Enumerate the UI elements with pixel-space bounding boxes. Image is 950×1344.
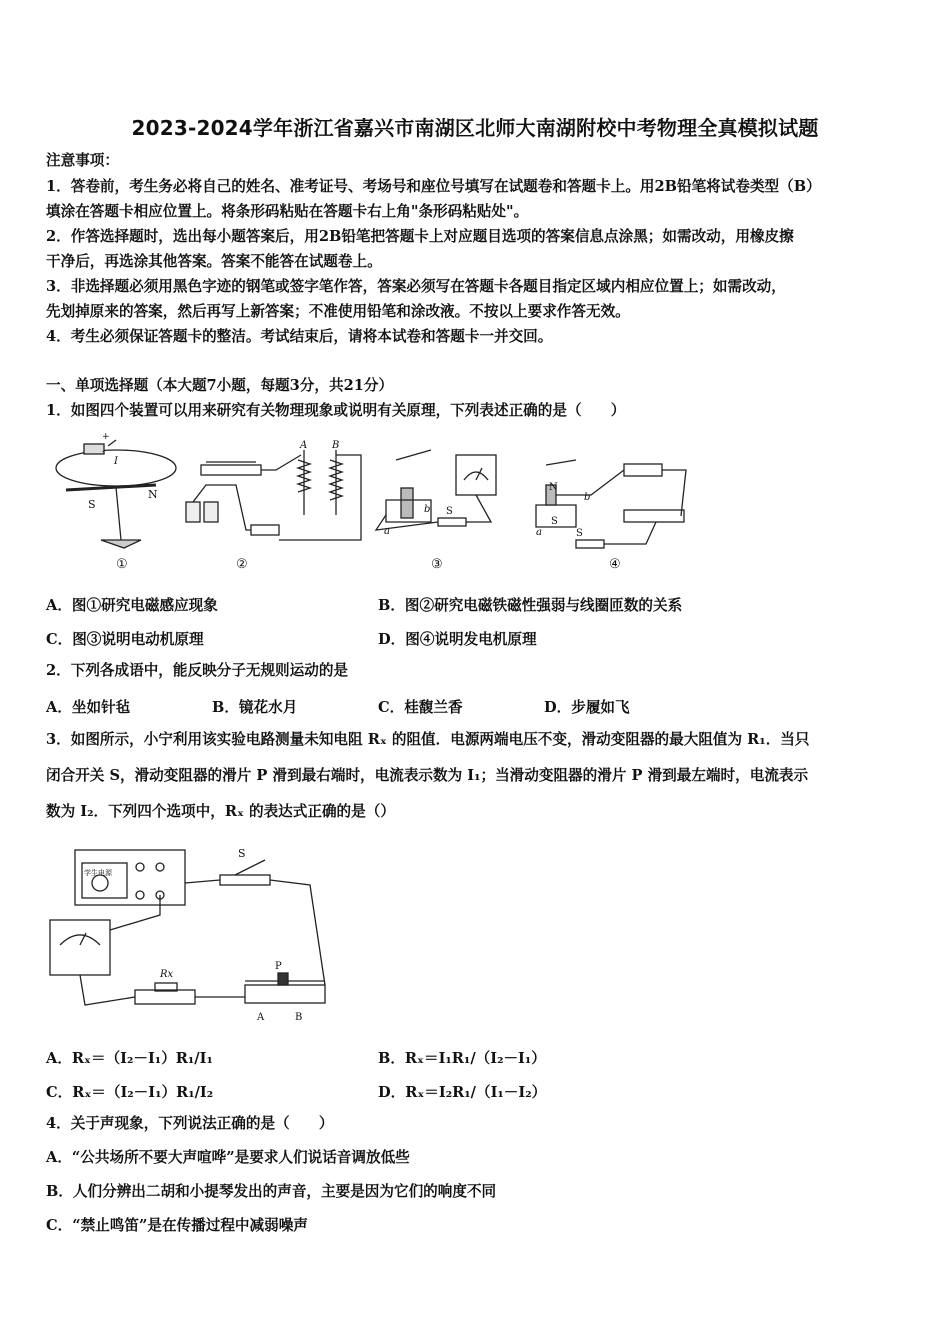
q1-option-c: C．图③说明电动机原理 <box>46 631 204 648</box>
fig4-s2-label: S <box>576 528 583 539</box>
fig4-number: ④ <box>609 557 621 572</box>
q3-stem-line-3: 数为 I₂．下列四个选项中，Rₓ 的表达式正确的是（） <box>46 803 395 820</box>
fig3-b-label: b <box>424 504 431 515</box>
notice-line: 填涂在答题卡相应位置上。将条形码粘贴在答题卡右上角"条形码粘贴处"。 <box>46 203 529 220</box>
fig1-number: ① <box>116 557 128 572</box>
notice-line: 3．非选择题必须用黑色字迹的钢笔或签字笔作答，答案必须写在答题卡各题目指定区域内相应位置上；如需改动， <box>46 278 786 295</box>
q1-option-b: B．图②研究电磁铁磁性强弱与线圈匝数的关系 <box>378 597 683 614</box>
q3-option-a: A．Rₓ＝（I₂－I₁）R₁/I₁ <box>46 1050 213 1067</box>
q2-option-c: C．桂馥兰香 <box>378 699 463 716</box>
notice-line: 1．答卷前，考生务必将自己的姓名、准考证号、考场号和座位号填写在试题卷和答题卡上。用2B铅笔将试卷类型（B） <box>46 178 821 195</box>
fig1-minus: - <box>102 447 106 457</box>
fig3-s-label: S <box>446 506 453 517</box>
q1-stem: 1．如图四个装置可以用来研究有关物理现象或说明有关原理，下列表述正确的是（ ） <box>46 402 626 419</box>
a-label: A <box>257 1012 265 1023</box>
notice-line: 2．作答选择题时，选出每小题答案后，用2B铅笔把答题卡上对应题目选项的答案信息点涂黑；如需改动，用橡皮擦 <box>46 228 794 245</box>
notice-line: 4．考生必须保证答题卡的整洁。考试结束后，请将本试卷和答题卡一并交回。 <box>46 328 553 345</box>
section-heading: 一、单项选择题（本大题7小题，每题3分，共21分） <box>46 377 394 394</box>
page-title: 2023-2024学年浙江省嘉兴市南湖区北师大南湖附校中考物理全真模拟试题 <box>131 116 819 140</box>
fig3-number: ③ <box>431 557 443 572</box>
rx-label: Rx <box>160 969 174 980</box>
ammeter <box>50 920 110 975</box>
q3-stem-line-1: 3．如图所示，小宁利用该实验电路测量未知电阻 Rₓ 的阻值．电源两端电压不变，滑动变阻器的最大阻值为 R₁．当只 <box>46 731 810 748</box>
q1-figures <box>46 432 696 575</box>
q4-option-a: A．“公共场所不要大声喧哗”是要求人们说话音调放低些 <box>46 1149 410 1166</box>
q4-option-b: B．人们分辨出二胡和小提琴发出的声音，主要是因为它们的响度不同 <box>46 1183 497 1200</box>
fig1-plus: + <box>102 432 110 442</box>
q2-stem: 2．下列各成语中，能反映分子无规则运动的是 <box>46 662 349 679</box>
fig4-b-label: b <box>584 492 591 503</box>
notice-heading: 注意事项： <box>46 152 119 169</box>
figure-2-electromagnets <box>186 440 361 572</box>
q2-option-a: A．坐如针毡 <box>46 699 131 716</box>
p-label: P <box>275 961 282 972</box>
switch-label: S <box>238 847 246 860</box>
power-supply-box <box>75 850 185 905</box>
figure-3-magnet <box>376 450 496 572</box>
notice-line: 干净后，再选涂其他答案。答案不能答在试题卷上。 <box>46 253 382 270</box>
b-label: B <box>295 1012 303 1023</box>
q4-stem: 4．关于声现象，下列说法正确的是（ ） <box>46 1115 334 1132</box>
notice-line: 先划掉原来的答案，然后再写上新答案；不准使用铅笔和涂改液。不按以上要求作答无效。 <box>46 303 630 320</box>
q3-circuit-figure <box>40 845 340 1025</box>
q1-option-d: D．图④说明发电机原理 <box>378 631 537 648</box>
fig1-i-label: I <box>114 456 118 467</box>
fig4-n-label: N <box>549 482 558 493</box>
fig2-b-label: B <box>332 440 340 451</box>
fig2-number: ② <box>236 557 248 572</box>
q3-option-d: D．Rₓ＝I₂R₁/（I₁－I₂） <box>378 1084 547 1101</box>
figure-4-motor <box>536 460 686 572</box>
figure-1-oersted <box>56 432 176 572</box>
q3-stem-line-2: 闭合开关 S，滑动变阻器的滑片 P 滑到最右端时，电流表示数为 I₁；当滑动变阻器的滑片 P 滑到最左端时，电流表示 <box>46 767 809 784</box>
q3-option-b: B．Rₓ＝I₁R₁/（I₂－I₁） <box>378 1050 546 1067</box>
fig1-n-label: N <box>148 488 158 501</box>
fig2-a-label: A <box>300 440 308 451</box>
fig1-s-label: S <box>88 498 96 511</box>
q2-option-d: D．步履如飞 <box>544 699 630 716</box>
q3-option-c: C．Rₓ＝（I₂－I₁）R₁/I₂ <box>46 1084 214 1101</box>
power-supply-label: 学生电源 <box>84 869 112 877</box>
q2-option-b: B．镜花水月 <box>212 699 298 716</box>
q1-option-a: A．图①研究电磁感应现象 <box>46 597 218 614</box>
fig3-a-label: a <box>384 526 390 537</box>
fig4-s-label: S <box>551 516 558 527</box>
fig4-a-label: a <box>536 527 542 538</box>
q4-option-c: C．“禁止鸣笛”是在传播过程中减弱噪声 <box>46 1217 308 1234</box>
